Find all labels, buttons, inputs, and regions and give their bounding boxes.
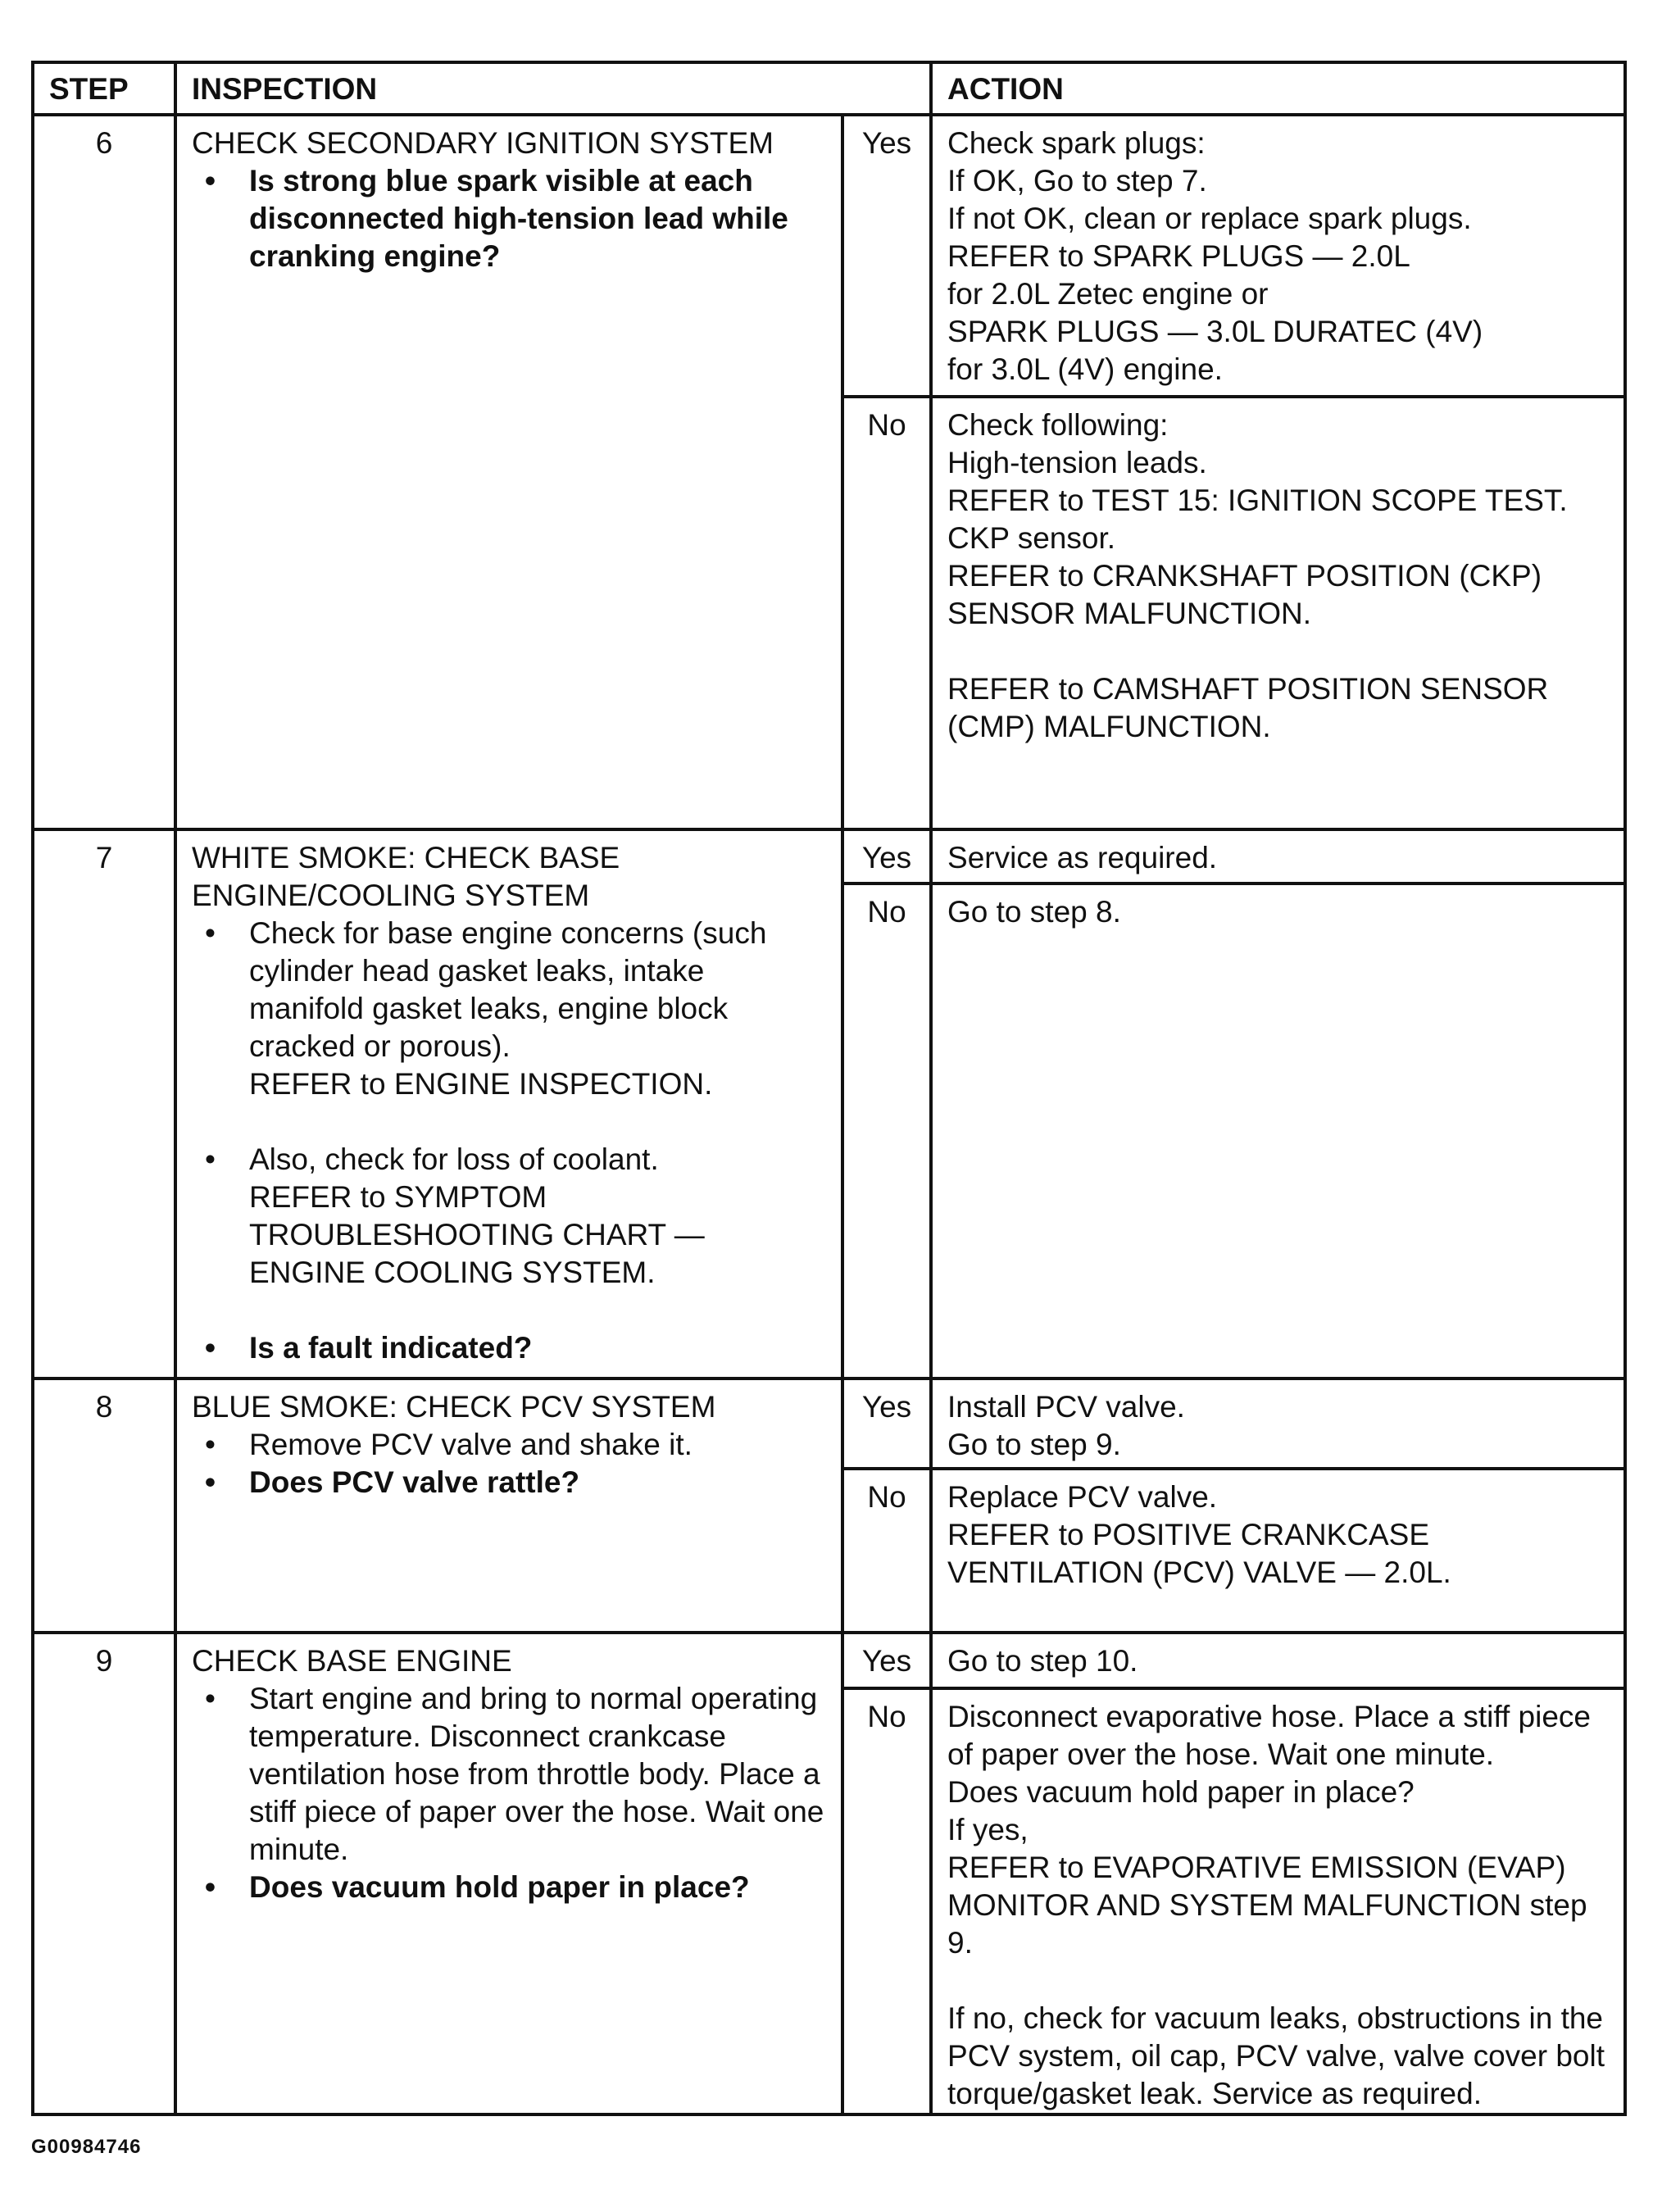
step-inspection	[175, 1379, 842, 1633]
inspection-item: • Remove PCV valve and shake it.	[192, 1426, 826, 1464]
header-action: ACTION	[931, 62, 1625, 115]
no-action	[931, 1688, 1625, 2114]
response-yes: Yes	[842, 115, 931, 397]
inspection-list	[192, 162, 826, 275]
inspection-item-ref: REFER to SYMPTOM TROUBLESHOOTING CHART — ENGINE COOLING SYSTEM.	[249, 1180, 705, 1289]
action-line: Disconnect evaporative hose. Place a stiff piece of paper over the hose. Wait one minute.	[947, 1700, 1592, 1771]
step-9-yes-row	[33, 1633, 1625, 1688]
response-no: No	[842, 1469, 931, 1633]
inspection-item-text: Also, check for loss of coolant.	[249, 1142, 659, 1176]
no-action	[931, 883, 1625, 1379]
step-inspection	[175, 1633, 842, 2114]
diagnostic-table	[31, 61, 1627, 2116]
step-title: CHECK SECONDARY IGNITION SYSTEM	[192, 126, 774, 160]
inspection-list	[192, 1426, 826, 1501]
inspection-question: • Does PCV valve rattle?	[192, 1464, 826, 1501]
step-number: 8	[33, 1379, 175, 1633]
step-number: 9	[33, 1633, 175, 2114]
yes-action	[931, 115, 1625, 397]
action-line: SPARK PLUGS — 3.0L DURATEC (4V)	[947, 315, 1483, 348]
step-inspection	[175, 115, 842, 829]
action-line: REFER to TEST 15: IGNITION SCOPE TEST.	[947, 484, 1568, 517]
response-yes: Yes	[842, 1379, 931, 1469]
inspection-item	[192, 915, 826, 1103]
inspection-item: • Start engine and bring to normal operating temperature. Disconnect crankcase ventilation hose from throttle body. Place a stiff piece of paper over the hose. Wait one minute.	[192, 1680, 826, 1869]
response-yes: Yes	[842, 1633, 931, 1688]
no-action	[931, 397, 1625, 829]
action-line: Go to step 10.	[947, 1644, 1138, 1678]
yes-action	[931, 1379, 1625, 1469]
action-line: CKP sensor.	[947, 521, 1115, 555]
response-no: No	[842, 883, 931, 1379]
action-line: Check spark plugs:	[947, 126, 1206, 160]
action-line: High-tension leads.	[947, 446, 1207, 479]
action-line: REFER to CRANKSHAFT POSITION (CKP) SENSOR MALFUNCTION.	[947, 559, 1542, 630]
action-line: Service as required.	[947, 841, 1218, 874]
response-yes: Yes	[842, 829, 931, 883]
no-action	[931, 1469, 1625, 1633]
action-line: If yes,	[947, 1813, 1029, 1846]
inspection-question: • Is strong blue spark visible at each disconnected high-tension lead while cranking engine?	[192, 162, 826, 275]
action-line: If no, check for vacuum leaks, obstructions in the PCV system, oil cap, PCV valve, valve cover bolt torque/gasket leak. Service as required.	[947, 2001, 1605, 2110]
step-number: 6	[33, 115, 175, 829]
figure-code: G00984746	[31, 2136, 142, 2158]
response-no: No	[842, 1688, 931, 2114]
inspection-question: • Does vacuum hold paper in place?	[192, 1869, 826, 1906]
step-title: WHITE SMOKE: CHECK BASE ENGINE/COOLING SYSTEM	[192, 841, 620, 912]
action-line: Go to step 8.	[947, 895, 1121, 929]
action-line: Replace PCV valve.	[947, 1480, 1218, 1514]
step-title: BLUE SMOKE: CHECK PCV SYSTEM	[192, 1390, 716, 1424]
step-6-yes-row	[33, 115, 1625, 397]
action-line: Check following:	[947, 408, 1169, 442]
header-inspection: INSPECTION	[175, 62, 931, 115]
inspection-list	[192, 1680, 826, 1906]
action-line: Does vacuum hold paper in place?	[947, 1775, 1415, 1809]
step-number: 7	[33, 829, 175, 1379]
action-line: REFER to CAMSHAFT POSITION SENSOR (CMP) MALFUNCTION.	[947, 672, 1549, 743]
yes-action	[931, 829, 1625, 883]
response-no: No	[842, 397, 931, 829]
header-row	[33, 62, 1625, 115]
yes-action	[931, 1633, 1625, 1688]
step-title: CHECK BASE ENGINE	[192, 1644, 512, 1678]
inspection-question: • Is a fault indicated?	[192, 1329, 826, 1367]
step-inspection	[175, 829, 842, 1379]
action-line: Go to step 9.	[947, 1428, 1121, 1461]
action-line: REFER to POSITIVE CRANKCASE VENTILATION (PCV) VALVE — 2.0L.	[947, 1518, 1451, 1589]
inspection-item	[192, 1141, 826, 1292]
action-line: If OK, Go to step 7.	[947, 164, 1207, 198]
header-step: STEP	[33, 62, 175, 115]
step-8-yes-row	[33, 1379, 1625, 1469]
action-line: for 2.0L Zetec engine or	[947, 277, 1269, 311]
action-line: for 3.0L (4V) engine.	[947, 352, 1223, 386]
inspection-list	[192, 915, 826, 1367]
action-line: Install PCV valve.	[947, 1390, 1185, 1424]
action-line: REFER to SPARK PLUGS — 2.0L	[947, 239, 1410, 273]
action-line: If not OK, clean or replace spark plugs.	[947, 202, 1472, 235]
inspection-item-text: Check for base engine concerns (such cylinder head gasket leaks, intake manifold gasket leaks, engine block cracked or porous).	[249, 916, 767, 1063]
inspection-item-ref: REFER to ENGINE INSPECTION.	[249, 1067, 713, 1101]
step-7-yes-row	[33, 829, 1625, 883]
action-line: REFER to EVAPORATIVE EMISSION (EVAP) MONITOR AND SYSTEM MALFUNCTION step 9.	[947, 1851, 1587, 1960]
